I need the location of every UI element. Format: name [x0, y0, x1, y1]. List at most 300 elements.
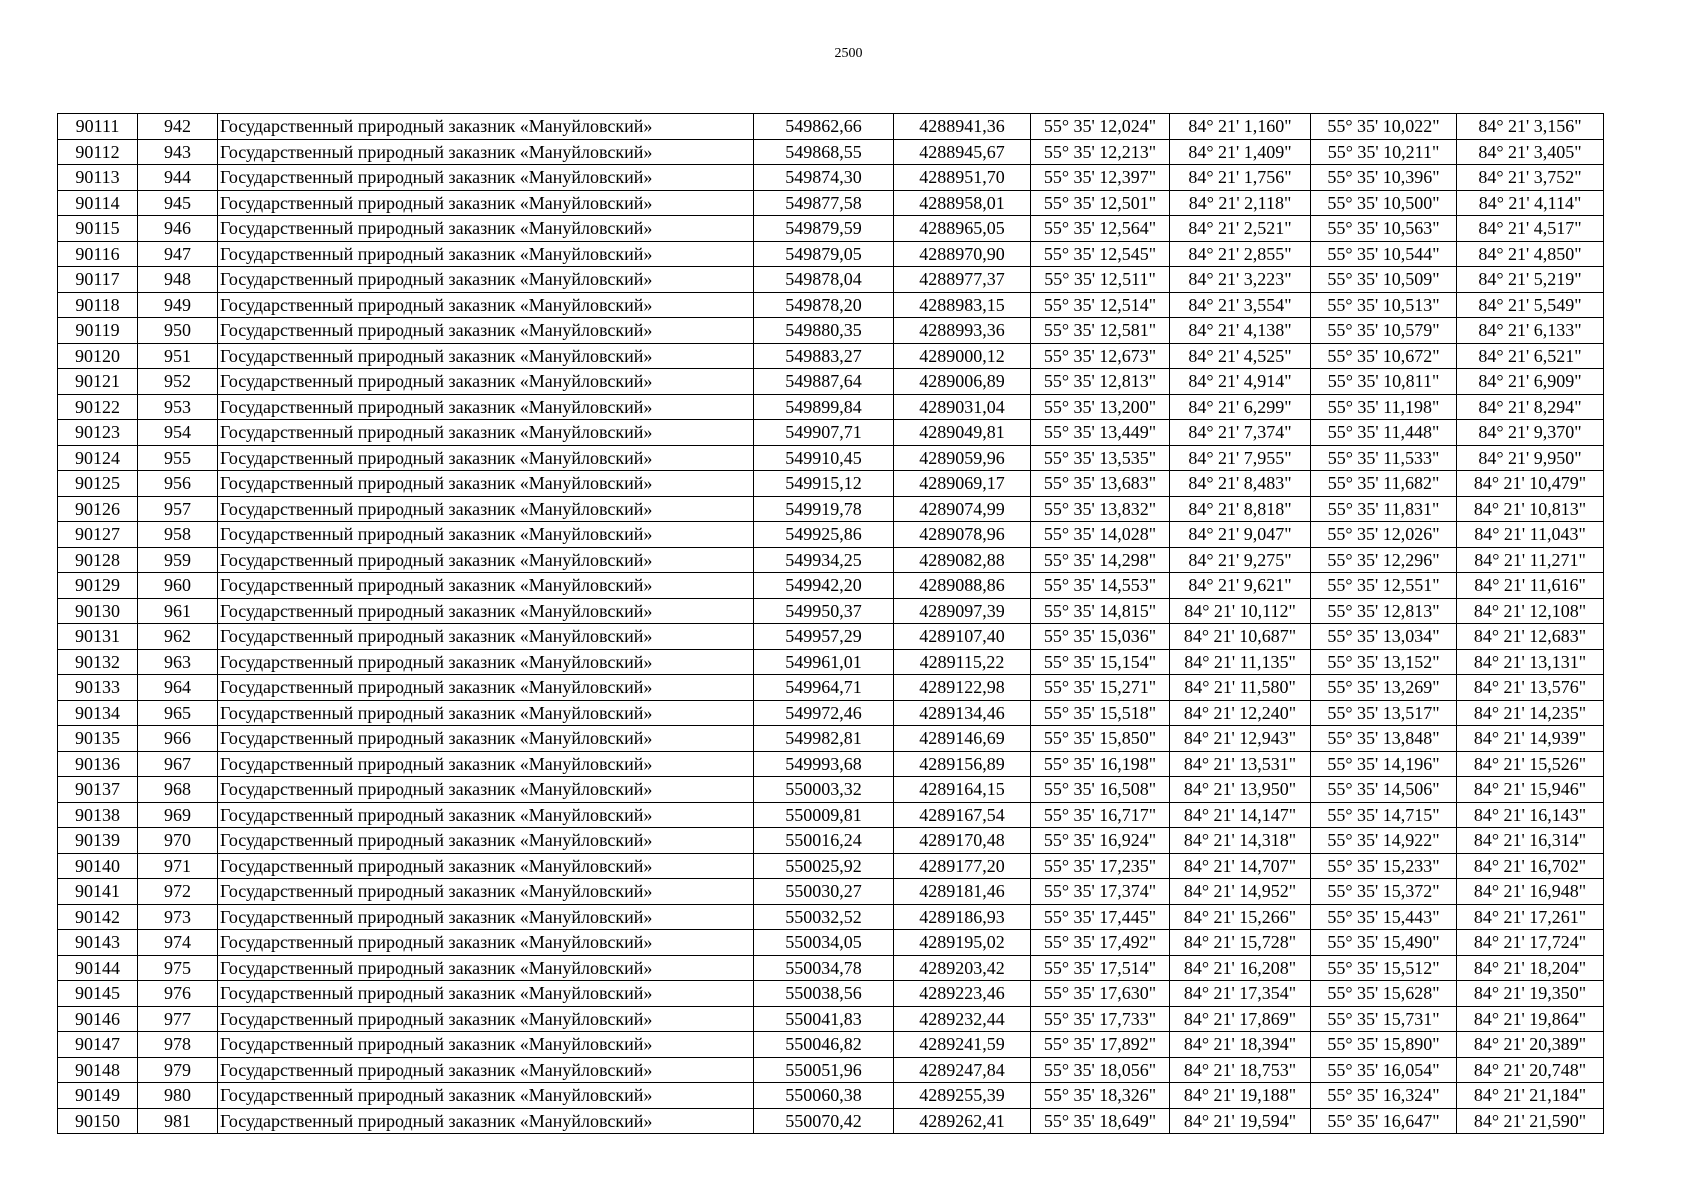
longitude-2-cell: 84° 21' 19,864" [1457, 1006, 1604, 1032]
point-number-cell: 954 [138, 420, 218, 446]
latitude-2-cell: 55° 35' 11,198" [1311, 394, 1457, 420]
y-coordinate-cell: 4288945,67 [894, 139, 1031, 165]
longitude-2-cell: 84° 21' 13,131" [1457, 649, 1604, 675]
latitude-2-cell: 55° 35' 15,233" [1311, 853, 1457, 879]
y-coordinate-cell: 4289255,39 [894, 1083, 1031, 1109]
object-name-cell: Государственный природный заказник «Мануйловский» [218, 649, 754, 675]
point-number-cell: 976 [138, 981, 218, 1007]
table-row [58, 853, 1604, 879]
record-id-cell: 90126 [58, 496, 138, 522]
x-coordinate-cell: 549879,59 [754, 216, 894, 242]
record-id-cell: 90114 [58, 190, 138, 216]
y-coordinate-cell: 4289156,89 [894, 751, 1031, 777]
latitude-2-cell: 55° 35' 11,682" [1311, 471, 1457, 497]
object-name-cell: Государственный природный заказник «Мануйловский» [218, 139, 754, 165]
point-number-cell: 969 [138, 802, 218, 828]
object-name-cell: Государственный природный заказник «Мануйловский» [218, 675, 754, 701]
x-coordinate-cell: 549883,27 [754, 343, 894, 369]
table-row [58, 114, 1604, 140]
record-id-cell: 90115 [58, 216, 138, 242]
longitude-2-cell: 84° 21' 9,950" [1457, 445, 1604, 471]
x-coordinate-cell: 549878,20 [754, 292, 894, 318]
latitude-1-cell: 55° 35' 17,630" [1031, 981, 1170, 1007]
x-coordinate-cell: 549880,35 [754, 318, 894, 344]
point-number-cell: 968 [138, 777, 218, 803]
y-coordinate-cell: 4289247,84 [894, 1057, 1031, 1083]
longitude-1-cell: 84° 21' 13,950" [1170, 777, 1311, 803]
longitude-1-cell: 84° 21' 12,240" [1170, 700, 1311, 726]
point-number-cell: 970 [138, 828, 218, 854]
object-name-cell: Государственный природный заказник «Мануйловский» [218, 853, 754, 879]
y-coordinate-cell: 4289049,81 [894, 420, 1031, 446]
longitude-2-cell: 84° 21' 16,702" [1457, 853, 1604, 879]
y-coordinate-cell: 4288951,70 [894, 165, 1031, 191]
object-name-cell: Государственный природный заказник «Мануйловский» [218, 445, 754, 471]
y-coordinate-cell: 4289122,98 [894, 675, 1031, 701]
latitude-2-cell: 55° 35' 12,813" [1311, 598, 1457, 624]
latitude-2-cell: 55° 35' 12,296" [1311, 547, 1457, 573]
longitude-2-cell: 84° 21' 4,517" [1457, 216, 1604, 242]
latitude-1-cell: 55° 35' 13,200" [1031, 394, 1170, 420]
table-row [58, 726, 1604, 752]
point-number-cell: 967 [138, 751, 218, 777]
longitude-2-cell: 84° 21' 11,616" [1457, 573, 1604, 599]
object-name-cell: Государственный природный заказник «Мануйловский» [218, 1006, 754, 1032]
record-id-cell: 90117 [58, 267, 138, 293]
latitude-2-cell: 55° 35' 11,448" [1311, 420, 1457, 446]
y-coordinate-cell: 4289232,44 [894, 1006, 1031, 1032]
longitude-2-cell: 84° 21' 8,294" [1457, 394, 1604, 420]
latitude-1-cell: 55° 35' 14,028" [1031, 522, 1170, 548]
table-row [58, 292, 1604, 318]
longitude-2-cell: 84° 21' 21,590" [1457, 1108, 1604, 1134]
x-coordinate-cell: 549993,68 [754, 751, 894, 777]
longitude-1-cell: 84° 21' 13,531" [1170, 751, 1311, 777]
latitude-2-cell: 55° 35' 16,054" [1311, 1057, 1457, 1083]
object-name-cell: Государственный природный заказник «Мануйловский» [218, 1108, 754, 1134]
latitude-2-cell: 55° 35' 15,628" [1311, 981, 1457, 1007]
x-coordinate-cell: 550030,27 [754, 879, 894, 905]
point-number-cell: 975 [138, 955, 218, 981]
longitude-1-cell: 84° 21' 9,275" [1170, 547, 1311, 573]
table-row [58, 522, 1604, 548]
table-row [58, 190, 1604, 216]
x-coordinate-cell: 549972,46 [754, 700, 894, 726]
table-row [58, 165, 1604, 191]
longitude-1-cell: 84° 21' 9,621" [1170, 573, 1311, 599]
latitude-2-cell: 55° 35' 15,443" [1311, 904, 1457, 930]
x-coordinate-cell: 550016,24 [754, 828, 894, 854]
record-id-cell: 90139 [58, 828, 138, 854]
longitude-2-cell: 84° 21' 5,219" [1457, 267, 1604, 293]
latitude-2-cell: 55° 35' 10,579" [1311, 318, 1457, 344]
object-name-cell: Государственный природный заказник «Мануйловский» [218, 343, 754, 369]
longitude-1-cell: 84° 21' 14,147" [1170, 802, 1311, 828]
point-number-cell: 961 [138, 598, 218, 624]
x-coordinate-cell: 549907,71 [754, 420, 894, 446]
object-name-cell: Государственный природный заказник «Мануйловский» [218, 573, 754, 599]
latitude-2-cell: 55° 35' 10,211" [1311, 139, 1457, 165]
latitude-2-cell: 55° 35' 15,890" [1311, 1032, 1457, 1058]
record-id-cell: 90147 [58, 1032, 138, 1058]
object-name-cell: Государственный природный заказник «Мануйловский» [218, 165, 754, 191]
latitude-2-cell: 55° 35' 10,513" [1311, 292, 1457, 318]
longitude-2-cell: 84° 21' 4,850" [1457, 241, 1604, 267]
point-number-cell: 959 [138, 547, 218, 573]
object-name-cell: Государственный природный заказник «Мануйловский» [218, 471, 754, 497]
record-id-cell: 90130 [58, 598, 138, 624]
latitude-2-cell: 55° 35' 11,831" [1311, 496, 1457, 522]
point-number-cell: 958 [138, 522, 218, 548]
object-name-cell: Государственный природный заказник «Мануйловский» [218, 522, 754, 548]
longitude-1-cell: 84° 21' 2,118" [1170, 190, 1311, 216]
point-number-cell: 956 [138, 471, 218, 497]
y-coordinate-cell: 4289164,15 [894, 777, 1031, 803]
point-number-cell: 952 [138, 369, 218, 395]
x-coordinate-cell: 549878,04 [754, 267, 894, 293]
longitude-1-cell: 84° 21' 19,594" [1170, 1108, 1311, 1134]
y-coordinate-cell: 4288970,90 [894, 241, 1031, 267]
longitude-1-cell: 84° 21' 17,354" [1170, 981, 1311, 1007]
latitude-2-cell: 55° 35' 15,512" [1311, 955, 1457, 981]
table-row [58, 649, 1604, 675]
y-coordinate-cell: 4289146,69 [894, 726, 1031, 752]
object-name-cell: Государственный природный заказник «Мануйловский» [218, 318, 754, 344]
table-row [58, 471, 1604, 497]
x-coordinate-cell: 550032,52 [754, 904, 894, 930]
point-number-cell: 949 [138, 292, 218, 318]
point-number-cell: 946 [138, 216, 218, 242]
latitude-1-cell: 55° 35' 12,673" [1031, 343, 1170, 369]
latitude-1-cell: 55° 35' 13,683" [1031, 471, 1170, 497]
latitude-1-cell: 55° 35' 17,492" [1031, 930, 1170, 956]
table-row [58, 751, 1604, 777]
table-row [58, 802, 1604, 828]
latitude-1-cell: 55° 35' 12,514" [1031, 292, 1170, 318]
latitude-2-cell: 55° 35' 14,715" [1311, 802, 1457, 828]
longitude-2-cell: 84° 21' 16,143" [1457, 802, 1604, 828]
longitude-1-cell: 84° 21' 3,223" [1170, 267, 1311, 293]
point-number-cell: 957 [138, 496, 218, 522]
record-id-cell: 90133 [58, 675, 138, 701]
table-row [58, 930, 1604, 956]
longitude-2-cell: 84° 21' 15,526" [1457, 751, 1604, 777]
object-name-cell: Государственный природный заказник «Мануйловский» [218, 241, 754, 267]
table-row [58, 624, 1604, 650]
object-name-cell: Государственный природный заказник «Мануйловский» [218, 190, 754, 216]
longitude-2-cell: 84° 21' 6,909" [1457, 369, 1604, 395]
latitude-2-cell: 55° 35' 10,509" [1311, 267, 1457, 293]
longitude-2-cell: 84° 21' 16,948" [1457, 879, 1604, 905]
y-coordinate-cell: 4289000,12 [894, 343, 1031, 369]
y-coordinate-cell: 4289107,40 [894, 624, 1031, 650]
longitude-2-cell: 84° 21' 16,314" [1457, 828, 1604, 854]
record-id-cell: 90141 [58, 879, 138, 905]
x-coordinate-cell: 550009,81 [754, 802, 894, 828]
longitude-1-cell: 84° 21' 14,318" [1170, 828, 1311, 854]
latitude-1-cell: 55° 35' 12,581" [1031, 318, 1170, 344]
x-coordinate-cell: 550060,38 [754, 1083, 894, 1109]
object-name-cell: Государственный природный заказник «Мануйловский» [218, 420, 754, 446]
longitude-2-cell: 84° 21' 13,576" [1457, 675, 1604, 701]
longitude-2-cell: 84° 21' 3,156" [1457, 114, 1604, 140]
y-coordinate-cell: 4288958,01 [894, 190, 1031, 216]
longitude-1-cell: 84° 21' 3,554" [1170, 292, 1311, 318]
record-id-cell: 90140 [58, 853, 138, 879]
x-coordinate-cell: 550051,96 [754, 1057, 894, 1083]
x-coordinate-cell: 549925,86 [754, 522, 894, 548]
latitude-1-cell: 55° 35' 16,717" [1031, 802, 1170, 828]
latitude-1-cell: 55° 35' 15,154" [1031, 649, 1170, 675]
x-coordinate-cell: 549910,45 [754, 445, 894, 471]
latitude-2-cell: 55° 35' 11,533" [1311, 445, 1457, 471]
x-coordinate-cell: 549934,25 [754, 547, 894, 573]
latitude-1-cell: 55° 35' 12,813" [1031, 369, 1170, 395]
record-id-cell: 90135 [58, 726, 138, 752]
longitude-1-cell: 84° 21' 2,521" [1170, 216, 1311, 242]
latitude-2-cell: 55° 35' 15,372" [1311, 879, 1457, 905]
longitude-1-cell: 84° 21' 7,955" [1170, 445, 1311, 471]
y-coordinate-cell: 4289006,89 [894, 369, 1031, 395]
table-row [58, 955, 1604, 981]
longitude-2-cell: 84° 21' 9,370" [1457, 420, 1604, 446]
latitude-1-cell: 55° 35' 12,213" [1031, 139, 1170, 165]
point-number-cell: 971 [138, 853, 218, 879]
longitude-1-cell: 84° 21' 17,869" [1170, 1006, 1311, 1032]
object-name-cell: Государственный природный заказник «Мануйловский» [218, 904, 754, 930]
longitude-1-cell: 84° 21' 12,943" [1170, 726, 1311, 752]
longitude-1-cell: 84° 21' 8,483" [1170, 471, 1311, 497]
record-id-cell: 90149 [58, 1083, 138, 1109]
longitude-2-cell: 84° 21' 3,752" [1457, 165, 1604, 191]
longitude-2-cell: 84° 21' 6,133" [1457, 318, 1604, 344]
longitude-2-cell: 84° 21' 15,946" [1457, 777, 1604, 803]
latitude-1-cell: 55° 35' 14,815" [1031, 598, 1170, 624]
latitude-2-cell: 55° 35' 14,506" [1311, 777, 1457, 803]
point-number-cell: 963 [138, 649, 218, 675]
longitude-1-cell: 84° 21' 6,299" [1170, 394, 1311, 420]
latitude-1-cell: 55° 35' 18,056" [1031, 1057, 1170, 1083]
latitude-2-cell: 55° 35' 13,848" [1311, 726, 1457, 752]
longitude-1-cell: 84° 21' 18,753" [1170, 1057, 1311, 1083]
record-id-cell: 90144 [58, 955, 138, 981]
longitude-2-cell: 84° 21' 18,204" [1457, 955, 1604, 981]
longitude-2-cell: 84° 21' 4,114" [1457, 190, 1604, 216]
object-name-cell: Государственный природный заказник «Мануйловский» [218, 879, 754, 905]
y-coordinate-cell: 4289134,46 [894, 700, 1031, 726]
y-coordinate-cell: 4289069,17 [894, 471, 1031, 497]
y-coordinate-cell: 4289031,04 [894, 394, 1031, 420]
longitude-1-cell: 84° 21' 18,394" [1170, 1032, 1311, 1058]
point-number-cell: 942 [138, 114, 218, 140]
point-number-cell: 964 [138, 675, 218, 701]
record-id-cell: 90142 [58, 904, 138, 930]
point-number-cell: 966 [138, 726, 218, 752]
point-number-cell: 980 [138, 1083, 218, 1109]
latitude-2-cell: 55° 35' 15,731" [1311, 1006, 1457, 1032]
latitude-1-cell: 55° 35' 13,832" [1031, 496, 1170, 522]
object-name-cell: Государственный природный заказник «Мануйловский» [218, 751, 754, 777]
x-coordinate-cell: 549868,55 [754, 139, 894, 165]
latitude-2-cell: 55° 35' 16,647" [1311, 1108, 1457, 1134]
x-coordinate-cell: 550025,92 [754, 853, 894, 879]
x-coordinate-cell: 550003,32 [754, 777, 894, 803]
object-name-cell: Государственный природный заказник «Мануйловский» [218, 700, 754, 726]
y-coordinate-cell: 4289170,48 [894, 828, 1031, 854]
point-number-cell: 950 [138, 318, 218, 344]
point-number-cell: 948 [138, 267, 218, 293]
longitude-1-cell: 84° 21' 8,818" [1170, 496, 1311, 522]
longitude-2-cell: 84° 21' 10,479" [1457, 471, 1604, 497]
longitude-2-cell: 84° 21' 14,939" [1457, 726, 1604, 752]
object-name-cell: Государственный природный заказник «Мануйловский» [218, 114, 754, 140]
longitude-1-cell: 84° 21' 4,914" [1170, 369, 1311, 395]
longitude-1-cell: 84° 21' 10,112" [1170, 598, 1311, 624]
latitude-1-cell: 55° 35' 15,271" [1031, 675, 1170, 701]
x-coordinate-cell: 549877,58 [754, 190, 894, 216]
table-row [58, 1083, 1604, 1109]
object-name-cell: Государственный природный заказник «Мануйловский» [218, 955, 754, 981]
record-id-cell: 90125 [58, 471, 138, 497]
record-id-cell: 90123 [58, 420, 138, 446]
longitude-2-cell: 84° 21' 20,748" [1457, 1057, 1604, 1083]
record-id-cell: 90127 [58, 522, 138, 548]
latitude-2-cell: 55° 35' 13,152" [1311, 649, 1457, 675]
latitude-1-cell: 55° 35' 12,024" [1031, 114, 1170, 140]
table-body [58, 114, 1604, 1134]
record-id-cell: 90134 [58, 700, 138, 726]
latitude-2-cell: 55° 35' 13,269" [1311, 675, 1457, 701]
x-coordinate-cell: 549950,37 [754, 598, 894, 624]
point-number-cell: 973 [138, 904, 218, 930]
longitude-2-cell: 84° 21' 11,271" [1457, 547, 1604, 573]
x-coordinate-cell: 550038,56 [754, 981, 894, 1007]
object-name-cell: Государственный природный заказник «Мануйловский» [218, 598, 754, 624]
object-name-cell: Государственный природный заказник «Мануйловский» [218, 369, 754, 395]
point-number-cell: 977 [138, 1006, 218, 1032]
y-coordinate-cell: 4288965,05 [894, 216, 1031, 242]
longitude-2-cell: 84° 21' 21,184" [1457, 1083, 1604, 1109]
object-name-cell: Государственный природный заказник «Мануйловский» [218, 216, 754, 242]
longitude-1-cell: 84° 21' 1,756" [1170, 165, 1311, 191]
longitude-2-cell: 84° 21' 14,235" [1457, 700, 1604, 726]
longitude-1-cell: 84° 21' 15,728" [1170, 930, 1311, 956]
x-coordinate-cell: 550034,78 [754, 955, 894, 981]
latitude-1-cell: 55° 35' 12,511" [1031, 267, 1170, 293]
table-row [58, 1057, 1604, 1083]
latitude-1-cell: 55° 35' 12,501" [1031, 190, 1170, 216]
latitude-2-cell: 55° 35' 10,811" [1311, 369, 1457, 395]
record-id-cell: 90111 [58, 114, 138, 140]
longitude-2-cell: 84° 21' 12,683" [1457, 624, 1604, 650]
longitude-2-cell: 84° 21' 17,724" [1457, 930, 1604, 956]
y-coordinate-cell: 4289115,22 [894, 649, 1031, 675]
longitude-1-cell: 84° 21' 14,952" [1170, 879, 1311, 905]
y-coordinate-cell: 4289167,54 [894, 802, 1031, 828]
latitude-2-cell: 55° 35' 15,490" [1311, 930, 1457, 956]
longitude-2-cell: 84° 21' 5,549" [1457, 292, 1604, 318]
object-name-cell: Государственный природный заказник «Мануйловский» [218, 394, 754, 420]
record-id-cell: 90128 [58, 547, 138, 573]
point-number-cell: 981 [138, 1108, 218, 1134]
latitude-1-cell: 55° 35' 18,649" [1031, 1108, 1170, 1134]
longitude-2-cell: 84° 21' 11,043" [1457, 522, 1604, 548]
table-row [58, 267, 1604, 293]
x-coordinate-cell: 549915,12 [754, 471, 894, 497]
y-coordinate-cell: 4289088,86 [894, 573, 1031, 599]
point-number-cell: 974 [138, 930, 218, 956]
record-id-cell: 90116 [58, 241, 138, 267]
latitude-2-cell: 55° 35' 13,517" [1311, 700, 1457, 726]
point-number-cell: 947 [138, 241, 218, 267]
point-number-cell: 955 [138, 445, 218, 471]
latitude-1-cell: 55° 35' 18,326" [1031, 1083, 1170, 1109]
table-row [58, 139, 1604, 165]
longitude-1-cell: 84° 21' 19,188" [1170, 1083, 1311, 1109]
point-number-cell: 943 [138, 139, 218, 165]
object-name-cell: Государственный природный заказник «Мануйловский» [218, 1083, 754, 1109]
longitude-1-cell: 84° 21' 4,138" [1170, 318, 1311, 344]
table-row [58, 216, 1604, 242]
point-number-cell: 953 [138, 394, 218, 420]
record-id-cell: 90136 [58, 751, 138, 777]
table-row [58, 777, 1604, 803]
y-coordinate-cell: 4289186,93 [894, 904, 1031, 930]
latitude-1-cell: 55° 35' 12,545" [1031, 241, 1170, 267]
object-name-cell: Государственный природный заказник «Мануйловский» [218, 624, 754, 650]
y-coordinate-cell: 4289223,46 [894, 981, 1031, 1007]
point-number-cell: 945 [138, 190, 218, 216]
latitude-1-cell: 55° 35' 16,198" [1031, 751, 1170, 777]
longitude-1-cell: 84° 21' 11,580" [1170, 675, 1311, 701]
table-row [58, 828, 1604, 854]
x-coordinate-cell: 549874,30 [754, 165, 894, 191]
latitude-2-cell: 55° 35' 10,396" [1311, 165, 1457, 191]
latitude-1-cell: 55° 35' 14,298" [1031, 547, 1170, 573]
longitude-1-cell: 84° 21' 16,208" [1170, 955, 1311, 981]
x-coordinate-cell: 549964,71 [754, 675, 894, 701]
y-coordinate-cell: 4289262,41 [894, 1108, 1031, 1134]
longitude-1-cell: 84° 21' 15,266" [1170, 904, 1311, 930]
object-name-cell: Государственный природный заказник «Мануйловский» [218, 1032, 754, 1058]
table-row [58, 598, 1604, 624]
object-name-cell: Государственный природный заказник «Мануйловский» [218, 1057, 754, 1083]
latitude-2-cell: 55° 35' 16,324" [1311, 1083, 1457, 1109]
x-coordinate-cell: 550046,82 [754, 1032, 894, 1058]
table-row [58, 318, 1604, 344]
longitude-2-cell: 84° 21' 6,521" [1457, 343, 1604, 369]
table-row [58, 241, 1604, 267]
point-number-cell: 962 [138, 624, 218, 650]
latitude-2-cell: 55° 35' 12,026" [1311, 522, 1457, 548]
y-coordinate-cell: 4288977,37 [894, 267, 1031, 293]
y-coordinate-cell: 4289177,20 [894, 853, 1031, 879]
point-number-cell: 944 [138, 165, 218, 191]
coordinates-table [57, 113, 1604, 1134]
record-id-cell: 90113 [58, 165, 138, 191]
x-coordinate-cell: 549899,84 [754, 394, 894, 420]
record-id-cell: 90146 [58, 1006, 138, 1032]
latitude-2-cell: 55° 35' 12,551" [1311, 573, 1457, 599]
table-row [58, 981, 1604, 1007]
longitude-2-cell: 84° 21' 19,350" [1457, 981, 1604, 1007]
latitude-1-cell: 55° 35' 16,924" [1031, 828, 1170, 854]
table-row [58, 496, 1604, 522]
longitude-2-cell: 84° 21' 12,108" [1457, 598, 1604, 624]
y-coordinate-cell: 4289074,99 [894, 496, 1031, 522]
longitude-1-cell: 84° 21' 7,374" [1170, 420, 1311, 446]
longitude-1-cell: 84° 21' 14,707" [1170, 853, 1311, 879]
